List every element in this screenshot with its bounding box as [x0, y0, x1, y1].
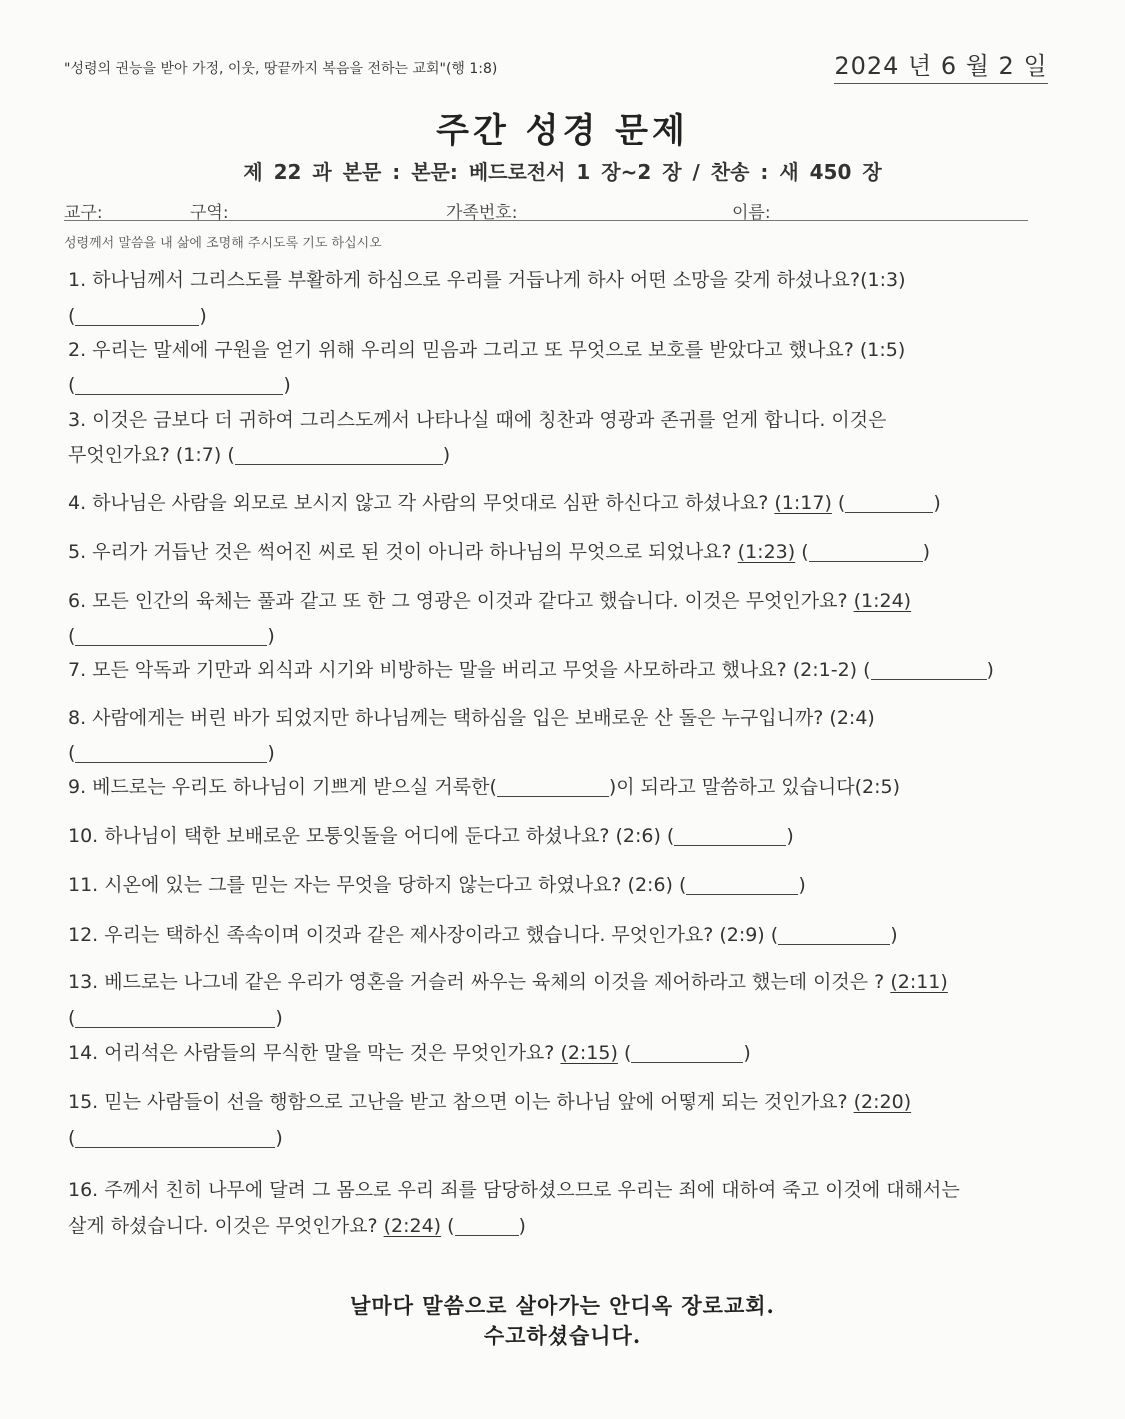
- answer-blank[interactable]: [75, 627, 267, 646]
- answer-blank[interactable]: [235, 446, 443, 465]
- date: 2024 년 6 월 2 일: [834, 46, 1048, 84]
- question-5: 5. 우리가 거듭난 것은 썩어진 씨로 된 것이 아니라 하나님의 무엇으로 되었나요? (1:23) ( ): [68, 541, 931, 563]
- answer-blank[interactable]: [871, 661, 987, 680]
- page-title: 주간 성경 문제: [436, 111, 689, 151]
- question-1: 1. 하나님께서 그리스도를 부활하게 하심으로 우리를 거듭나게 하사 어떤 소망을 갖게 하셨나요?(1:3): [68, 269, 906, 291]
- question-2: 2. 우리는 말세에 구원을 얻기 위해 우리의 믿음과 그리고 또 무엇으로 보호를 받았다고 했나요? (1:5): [68, 339, 906, 361]
- question-4: 4. 하나님은 사람을 외모로 보시지 않고 각 사람의 무엇대로 심판 하신다고 하셨나요? (1:17) ( ): [68, 492, 941, 514]
- question-10: 10. 하나님이 택한 보배로운 모퉁잇돌을 어디에 둔다고 하셨나요? (2:6) ( ): [68, 825, 794, 847]
- family-number-label: 가족번호:: [446, 203, 518, 223]
- question-15: 15. 믿는 사람들이 선을 행함으로 고난을 받고 참으면 이는 하나님 앞에 어떻게 되는 것인가요? (2:20): [68, 1091, 912, 1113]
- question-1-answer: ( ): [68, 305, 207, 327]
- question-6: 6. 모든 인간의 육체는 풀과 같고 또 한 그 영광은 이것과 같다고 했습니다. 이것은 무엇인가요? (1:24): [68, 590, 912, 612]
- answer-blank[interactable]: [674, 827, 786, 846]
- info-fields: [64, 196, 1028, 221]
- question-2-answer: ( ): [68, 374, 291, 396]
- answer-blank[interactable]: [778, 926, 890, 945]
- question-11: 11. 시온에 있는 그를 믿는 자는 무엇을 당하지 않는다고 하였나요? (2:6) ( ): [68, 874, 806, 896]
- question-3: 3. 이것은 금보다 더 귀하여 그리스도께서 나타나실 때에 칭찬과 영광과 존귀를 얻게 합니다. 이것은: [68, 409, 887, 431]
- prayer-instruction: 성령께서 말씀을 내 삶에 조명해 주시도록 기도 하십시오: [64, 236, 382, 251]
- question-15-answer: ( ): [68, 1127, 283, 1149]
- answer-blank[interactable]: [455, 1217, 519, 1236]
- name-label: 이름:: [732, 203, 771, 223]
- footer-thanks: 수고하셨습니다.: [483, 1323, 642, 1348]
- question-13-answer: ( ): [68, 1007, 283, 1029]
- question-16: 16. 주께서 친히 나무에 달려 그 몸으로 우리 죄를 담당하셨으므로 우리는 죄에 대하여 죽고 이것에 대해서는: [68, 1179, 960, 1201]
- answer-blank[interactable]: [809, 543, 923, 562]
- answer-blank[interactable]: [75, 744, 267, 763]
- question-12: 12. 우리는 택하신 족속이며 이것과 같은 제사장이라고 했습니다. 무엇인가요? (2:9) ( ): [68, 924, 898, 946]
- answer-blank[interactable]: [631, 1044, 743, 1063]
- question-7: 7. 모든 악독과 기만과 외식과 시기와 비방하는 말을 버리고 무엇을 사모하라고 했나요? (2:1-2) ( ): [68, 659, 994, 681]
- question-13: 13. 베드로는 나그네 같은 우리가 영혼을 거슬러 싸우는 육체의 이것을 제어하라고 했는데 이것은 ? (2:11): [68, 971, 948, 993]
- answer-blank[interactable]: [75, 1009, 275, 1028]
- answer-blank[interactable]: [75, 307, 199, 326]
- question-3-line2: 무엇인가요? (1:7) ( ): [68, 444, 451, 466]
- answer-blank[interactable]: [686, 876, 798, 895]
- answer-blank[interactable]: [75, 376, 283, 395]
- question-14: 14. 어리석은 사람들의 무식한 말을 막는 것은 무엇인가요? (2:15) ( ): [68, 1042, 751, 1064]
- parish-label: 교구:: [64, 203, 103, 223]
- district-label: 구역:: [190, 203, 229, 223]
- footer-church-line: 날마다 말씀으로 살아가는 안디옥 장로교회.: [350, 1293, 775, 1318]
- question-6-answer: ( ): [68, 625, 275, 647]
- question-9: 9. 베드로는 우리도 하나님이 기쁘게 받으실 거룩한( )이 되라고 말씀하고 있습니다(2:5): [68, 776, 901, 798]
- answer-blank[interactable]: [845, 494, 933, 513]
- answer-blank[interactable]: [497, 778, 609, 797]
- answer-blank[interactable]: [75, 1129, 275, 1148]
- lesson-info: 제 22 과 본문 : 본문: 베드로전서 1 장~2 장 / 찬송 : 새 450 장: [243, 160, 882, 184]
- question-8-answer: ( ): [68, 742, 275, 764]
- church-motto: "성령의 권능을 받아 가정, 이웃, 땅끝까지 복음을 전하는 교회"(행 1:8): [64, 61, 498, 77]
- question-16-line2: 살게 하셨습니다. 이것은 무엇인가요? (2:24) ( ): [68, 1215, 526, 1237]
- question-8: 8. 사람에게는 버린 바가 되었지만 하나님께는 택하심을 입은 보배로운 산 돌은 누구입니까? (2:4): [68, 707, 875, 729]
